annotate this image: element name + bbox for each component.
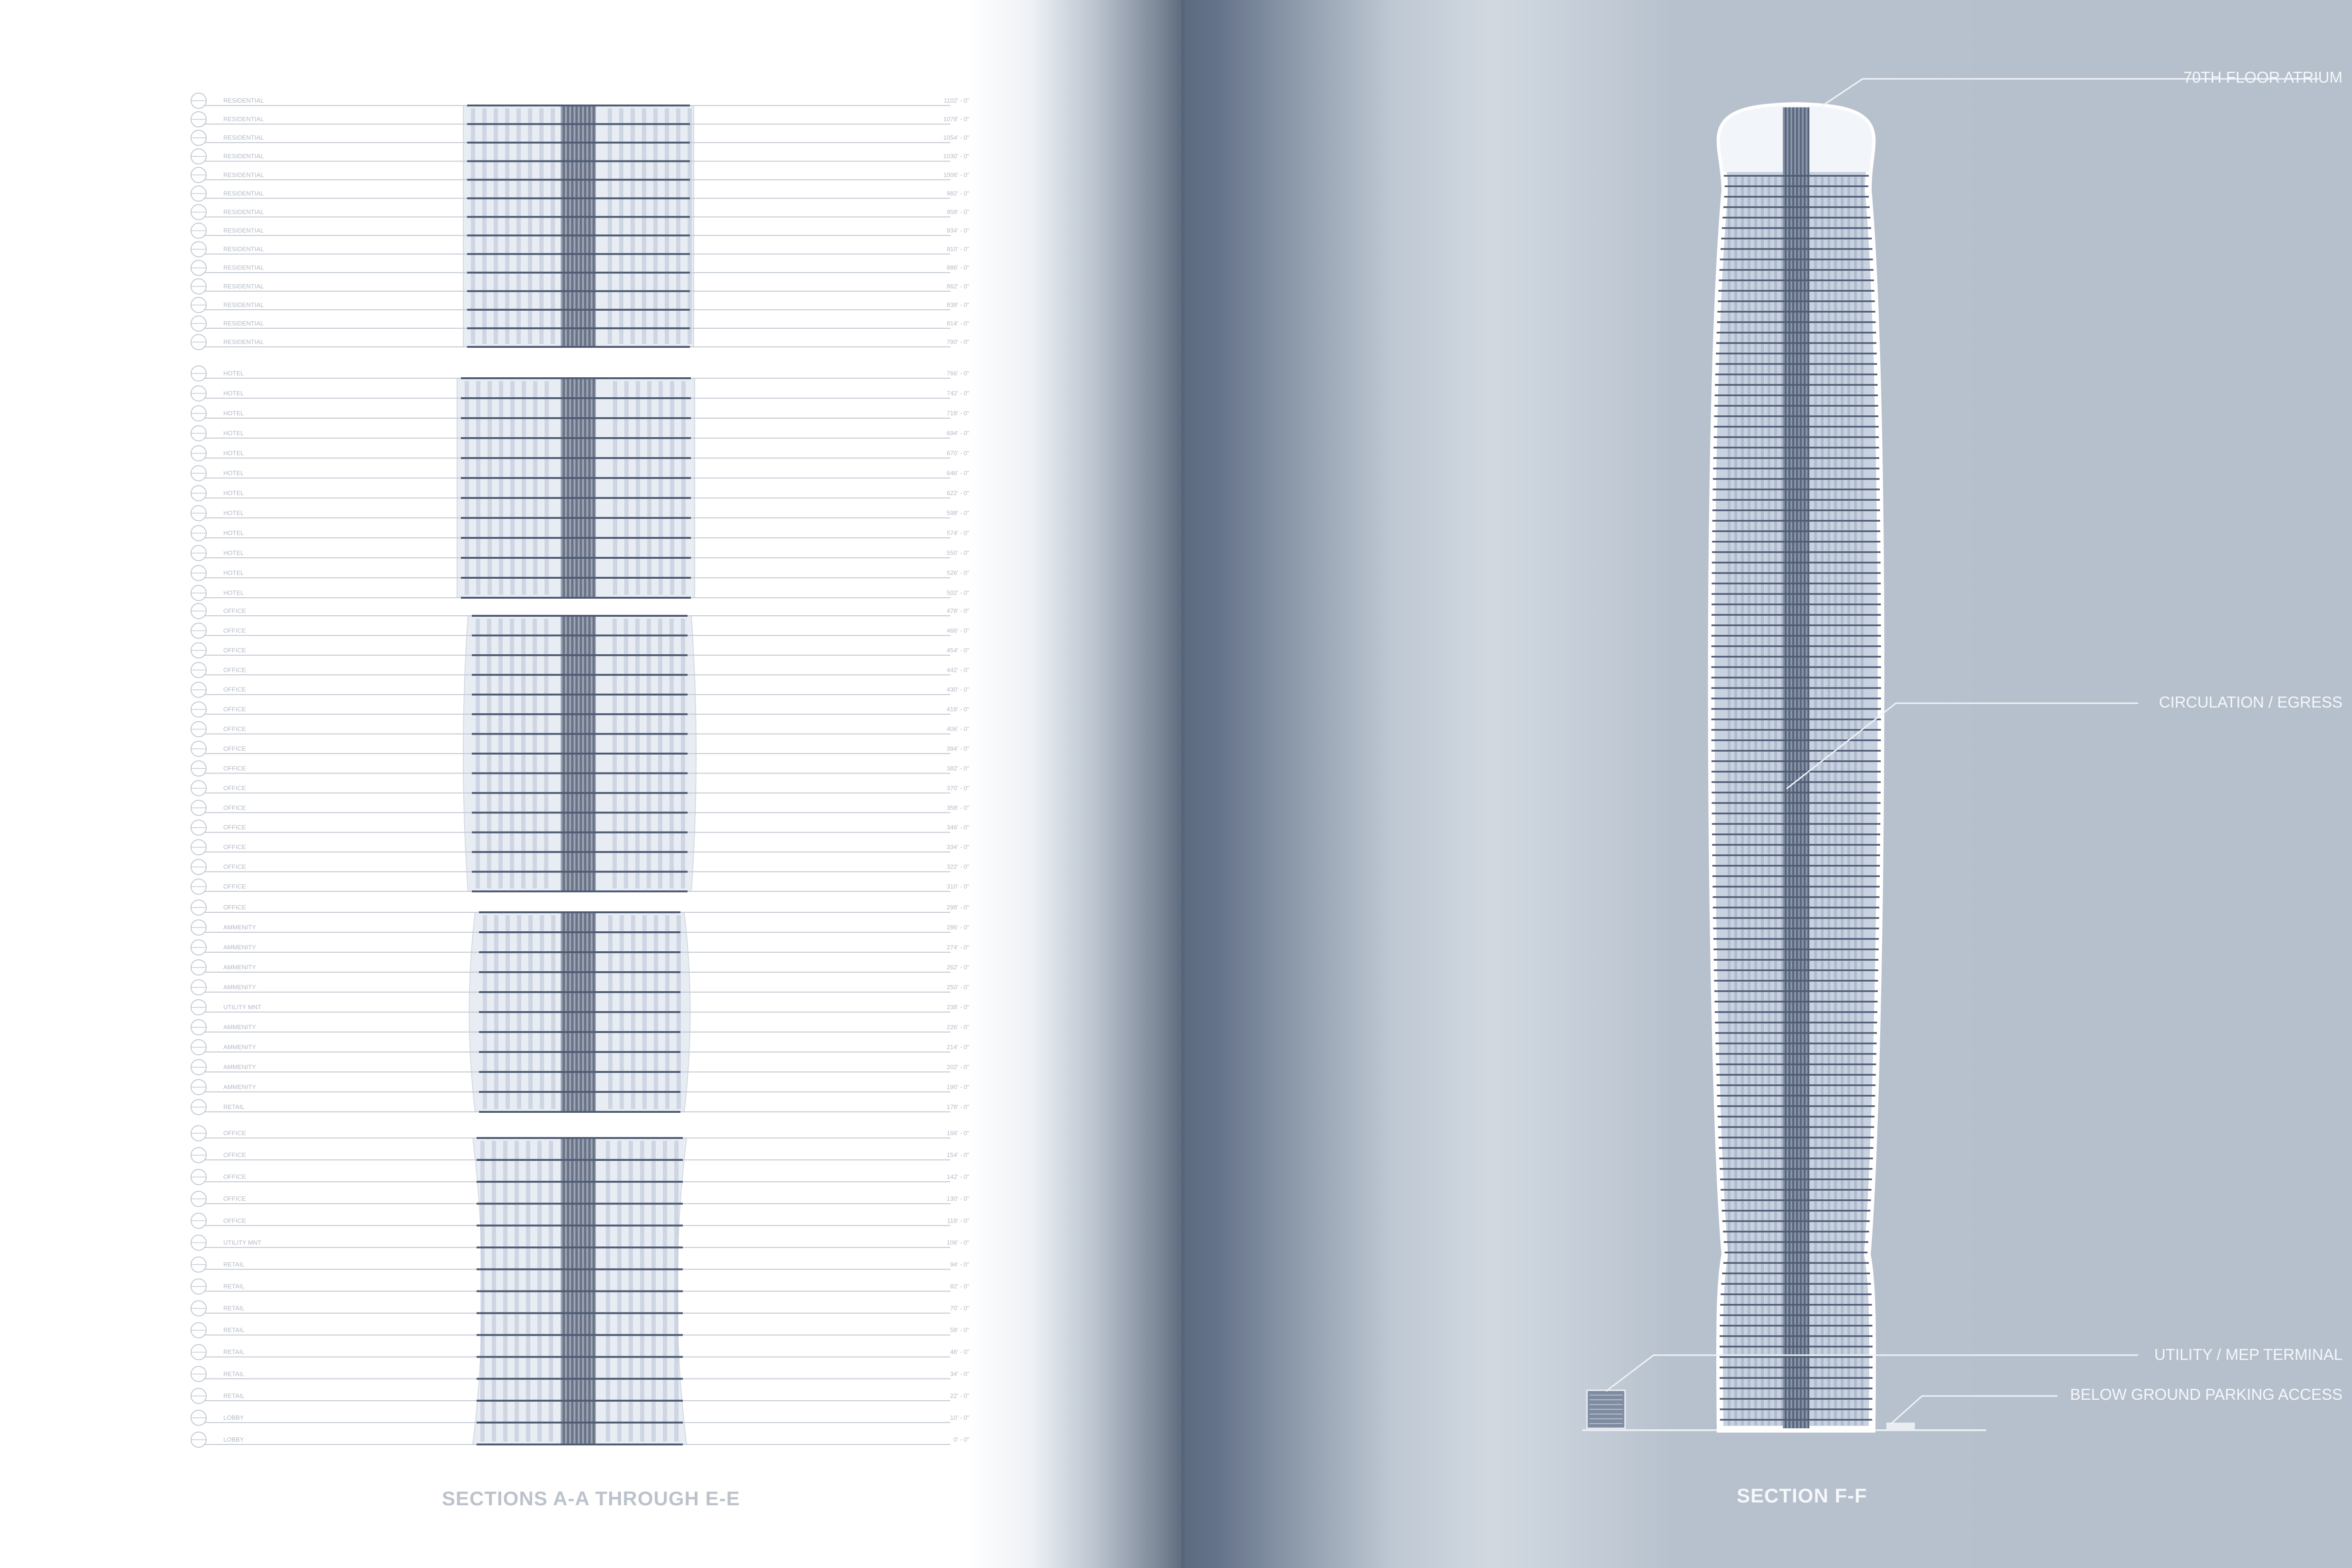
- level-use-label: AMMENITY: [223, 1083, 256, 1090]
- level-elevation-label: 718' - 0": [947, 410, 969, 417]
- level-elevation-label: 598' - 0": [947, 509, 969, 516]
- level-use-label: OFFICE: [223, 765, 246, 772]
- level-use-label: HOTEL: [223, 489, 244, 497]
- level-elevation-label: 118' - 0": [947, 1217, 969, 1224]
- level-elevation-label: 550' - 0": [947, 549, 969, 556]
- level-use-label: AMMENITY: [223, 1023, 256, 1031]
- level-use-label: HOTEL: [223, 549, 244, 556]
- level-use-label: RESIDENTIAL: [223, 338, 264, 345]
- level-use-label: RETAIL: [223, 1282, 245, 1290]
- level-elevation-label: 526' - 0": [947, 569, 969, 576]
- level-use-label: RETAIL: [223, 1103, 245, 1110]
- level-elevation-label: 478' - 0": [947, 607, 969, 614]
- level-use-label: RESIDENTIAL: [223, 227, 264, 234]
- level-elevation-label: 502' - 0": [947, 589, 969, 596]
- level-elevation-label: 370' - 0": [947, 784, 969, 792]
- level-use-label: OFFICE: [223, 1195, 246, 1203]
- level-use-label: HOTEL: [223, 529, 244, 536]
- level-elevation-label: 274' - 0": [947, 944, 969, 951]
- level-use-label: HOTEL: [223, 449, 244, 457]
- level-elevation-label: 646' - 0": [947, 469, 969, 477]
- level-use-label: LOBBY: [223, 1436, 244, 1443]
- level-use-label: AMMENITY: [223, 924, 256, 931]
- level-use-label: HOTEL: [223, 410, 244, 417]
- level-use-label: OFFICE: [223, 646, 246, 654]
- level-elevation-label: 190' - 0": [947, 1083, 969, 1090]
- section-f-f-caption: SECTION F-F: [1737, 1484, 1867, 1507]
- level-elevation-label: 862' - 0": [947, 282, 969, 290]
- level-use-label: RESIDENTIAL: [223, 171, 264, 179]
- level-elevation-label: 0' - 0": [953, 1436, 969, 1443]
- level-use-label: RESIDENTIAL: [223, 97, 264, 104]
- level-use-label: OFFICE: [223, 883, 246, 890]
- level-elevation-label: 202' - 0": [947, 1063, 969, 1071]
- level-use-label: HOTEL: [223, 469, 244, 477]
- level-elevation-label: 286' - 0": [947, 924, 969, 931]
- level-elevation-label: 838' - 0": [947, 301, 969, 308]
- level-elevation-label: 466' - 0": [947, 627, 969, 634]
- level-use-label: HOTEL: [223, 390, 244, 397]
- level-elevation-label: 250' - 0": [947, 984, 969, 991]
- level-use-label: UTILITY MNT: [223, 1004, 261, 1011]
- level-use-label: AMMENITY: [223, 964, 256, 971]
- level-use-label: OFFICE: [223, 725, 246, 733]
- level-elevation-label: 238' - 0": [947, 1004, 969, 1011]
- level-elevation-label: 1078' - 0": [943, 115, 969, 123]
- level-elevation-label: 154' - 0": [947, 1151, 969, 1159]
- level-elevation-label: 622' - 0": [947, 489, 969, 497]
- callout-below-ground-parking: BELOW GROUND PARKING ACCESS: [2070, 1386, 2342, 1403]
- level-elevation-label: 1030' - 0": [943, 153, 969, 160]
- leader-circulation: [1787, 703, 2138, 789]
- level-use-label: LOBBY: [223, 1414, 244, 1421]
- level-use-label: AMMENITY: [223, 1043, 256, 1051]
- level-elevation-label: 22' - 0": [950, 1392, 969, 1399]
- level-elevation-label: 442' - 0": [947, 666, 969, 674]
- level-elevation-label: 142' - 0": [947, 1173, 969, 1181]
- level-use-label: RESIDENTIAL: [223, 208, 264, 216]
- level-elevation-label: 334' - 0": [947, 843, 969, 851]
- level-use-label: RETAIL: [223, 1370, 245, 1377]
- level-elevation-label: 814' - 0": [947, 319, 969, 327]
- level-elevation-label: 886' - 0": [947, 264, 969, 271]
- level-use-label: RESIDENTIAL: [223, 134, 264, 142]
- level-elevation-label: 178' - 0": [947, 1103, 969, 1110]
- level-elevation-label: 742' - 0": [947, 390, 969, 397]
- level-use-label: RESIDENTIAL: [223, 319, 264, 327]
- leader-parking: [1890, 1396, 2057, 1425]
- level-elevation-label: 58' - 0": [950, 1326, 969, 1334]
- level-use-label: RESIDENTIAL: [223, 264, 264, 271]
- level-use-label: OFFICE: [223, 823, 246, 831]
- level-elevation-label: 982' - 0": [947, 190, 969, 197]
- level-use-label: AMMENITY: [223, 984, 256, 991]
- level-use-label: OFFICE: [223, 1217, 246, 1224]
- callout-70th-floor-atrium: 70TH FLOOR ATRIUM: [2183, 68, 2342, 86]
- level-use-label: OFFICE: [223, 686, 246, 693]
- level-use-label: OFFICE: [223, 607, 246, 614]
- level-elevation-label: 382' - 0": [947, 765, 969, 772]
- level-elevation-label: 106' - 0": [947, 1239, 969, 1246]
- level-use-label: UTILITY MNT: [223, 1239, 261, 1246]
- level-elevation-label: 934' - 0": [947, 227, 969, 234]
- level-elevation-label: 394' - 0": [947, 745, 969, 752]
- level-use-label: RESIDENTIAL: [223, 115, 264, 123]
- level-use-label: OFFICE: [223, 666, 246, 674]
- level-use-label: RESIDENTIAL: [223, 153, 264, 160]
- level-use-label: OFFICE: [223, 745, 246, 752]
- level-use-label: OFFICE: [223, 1173, 246, 1181]
- level-elevation-label: 10' - 0": [950, 1414, 969, 1421]
- level-use-label: HOTEL: [223, 370, 244, 377]
- level-elevation-label: 298' - 0": [947, 904, 969, 911]
- level-elevation-label: 322' - 0": [947, 863, 969, 870]
- level-elevation-label: 958' - 0": [947, 208, 969, 216]
- level-use-label: HOTEL: [223, 509, 244, 516]
- level-elevation-label: 790' - 0": [947, 338, 969, 345]
- level-elevation-label: 430' - 0": [947, 686, 969, 693]
- level-elevation-label: 358' - 0": [947, 804, 969, 812]
- level-elevation-label: 70' - 0": [950, 1304, 969, 1312]
- level-use-label: RESIDENTIAL: [223, 282, 264, 290]
- level-use-label: OFFICE: [223, 784, 246, 792]
- level-elevation-label: 766' - 0": [947, 370, 969, 377]
- level-use-label: OFFICE: [223, 904, 246, 911]
- level-elevation-label: 46' - 0": [950, 1348, 969, 1356]
- level-elevation-label: 1006' - 0": [943, 171, 969, 179]
- level-elevation-label: 694' - 0": [947, 430, 969, 437]
- level-use-label: OFFICE: [223, 804, 246, 812]
- level-elevation-label: 418' - 0": [947, 706, 969, 713]
- level-elevation-label: 310' - 0": [947, 883, 969, 890]
- level-elevation-label: 130' - 0": [947, 1195, 969, 1203]
- level-use-label: RESIDENTIAL: [223, 190, 264, 197]
- level-use-label: OFFICE: [223, 863, 246, 870]
- level-use-label: RESIDENTIAL: [223, 301, 264, 308]
- level-elevation-label: 1054' - 0": [943, 134, 969, 142]
- level-use-label: AMMENITY: [223, 944, 256, 951]
- level-elevation-label: 670' - 0": [947, 449, 969, 457]
- level-use-label: OFFICE: [223, 843, 246, 851]
- level-elevation-label: 574' - 0": [947, 529, 969, 536]
- level-use-label: RETAIL: [223, 1392, 245, 1399]
- level-elevation-label: 214' - 0": [947, 1043, 969, 1051]
- level-use-label: OFFICE: [223, 1151, 246, 1159]
- level-elevation-label: 34' - 0": [950, 1370, 969, 1377]
- level-elevation-label: 166' - 0": [947, 1129, 969, 1137]
- sections-caption: SECTIONS A-A THROUGH E-E: [442, 1487, 740, 1510]
- level-use-label: RETAIL: [223, 1261, 245, 1268]
- level-elevation-label: 910' - 0": [947, 245, 969, 253]
- level-use-label: RETAIL: [223, 1326, 245, 1334]
- level-elevation-label: 82' - 0": [950, 1282, 969, 1290]
- level-elevation-label: 94' - 0": [950, 1261, 969, 1268]
- level-use-label: OFFICE: [223, 627, 246, 634]
- level-use-label: RETAIL: [223, 1348, 245, 1356]
- level-elevation-label: 1102' - 0": [944, 97, 969, 104]
- level-use-label: HOTEL: [223, 430, 244, 437]
- callout-circulation-egress: CIRCULATION / EGRESS: [2159, 693, 2342, 711]
- level-use-label: OFFICE: [223, 706, 246, 713]
- level-use-label: HOTEL: [223, 589, 244, 596]
- level-elevation-label: 346' - 0": [947, 823, 969, 831]
- leader-utility: [1606, 1355, 2138, 1391]
- level-use-label: OFFICE: [223, 1129, 246, 1137]
- level-elevation-label: 406' - 0": [947, 725, 969, 733]
- level-use-label: RETAIL: [223, 1304, 245, 1312]
- level-elevation-label: 262' - 0": [947, 964, 969, 971]
- level-elevation-label: 454' - 0": [947, 646, 969, 654]
- level-use-label: AMMENITY: [223, 1063, 256, 1071]
- callout-utility-mep-terminal: UTILITY / MEP TERMINAL: [2154, 1346, 2342, 1363]
- level-use-label: RESIDENTIAL: [223, 245, 264, 253]
- level-elevation-label: 226' - 0": [947, 1023, 969, 1031]
- level-use-label: HOTEL: [223, 569, 244, 576]
